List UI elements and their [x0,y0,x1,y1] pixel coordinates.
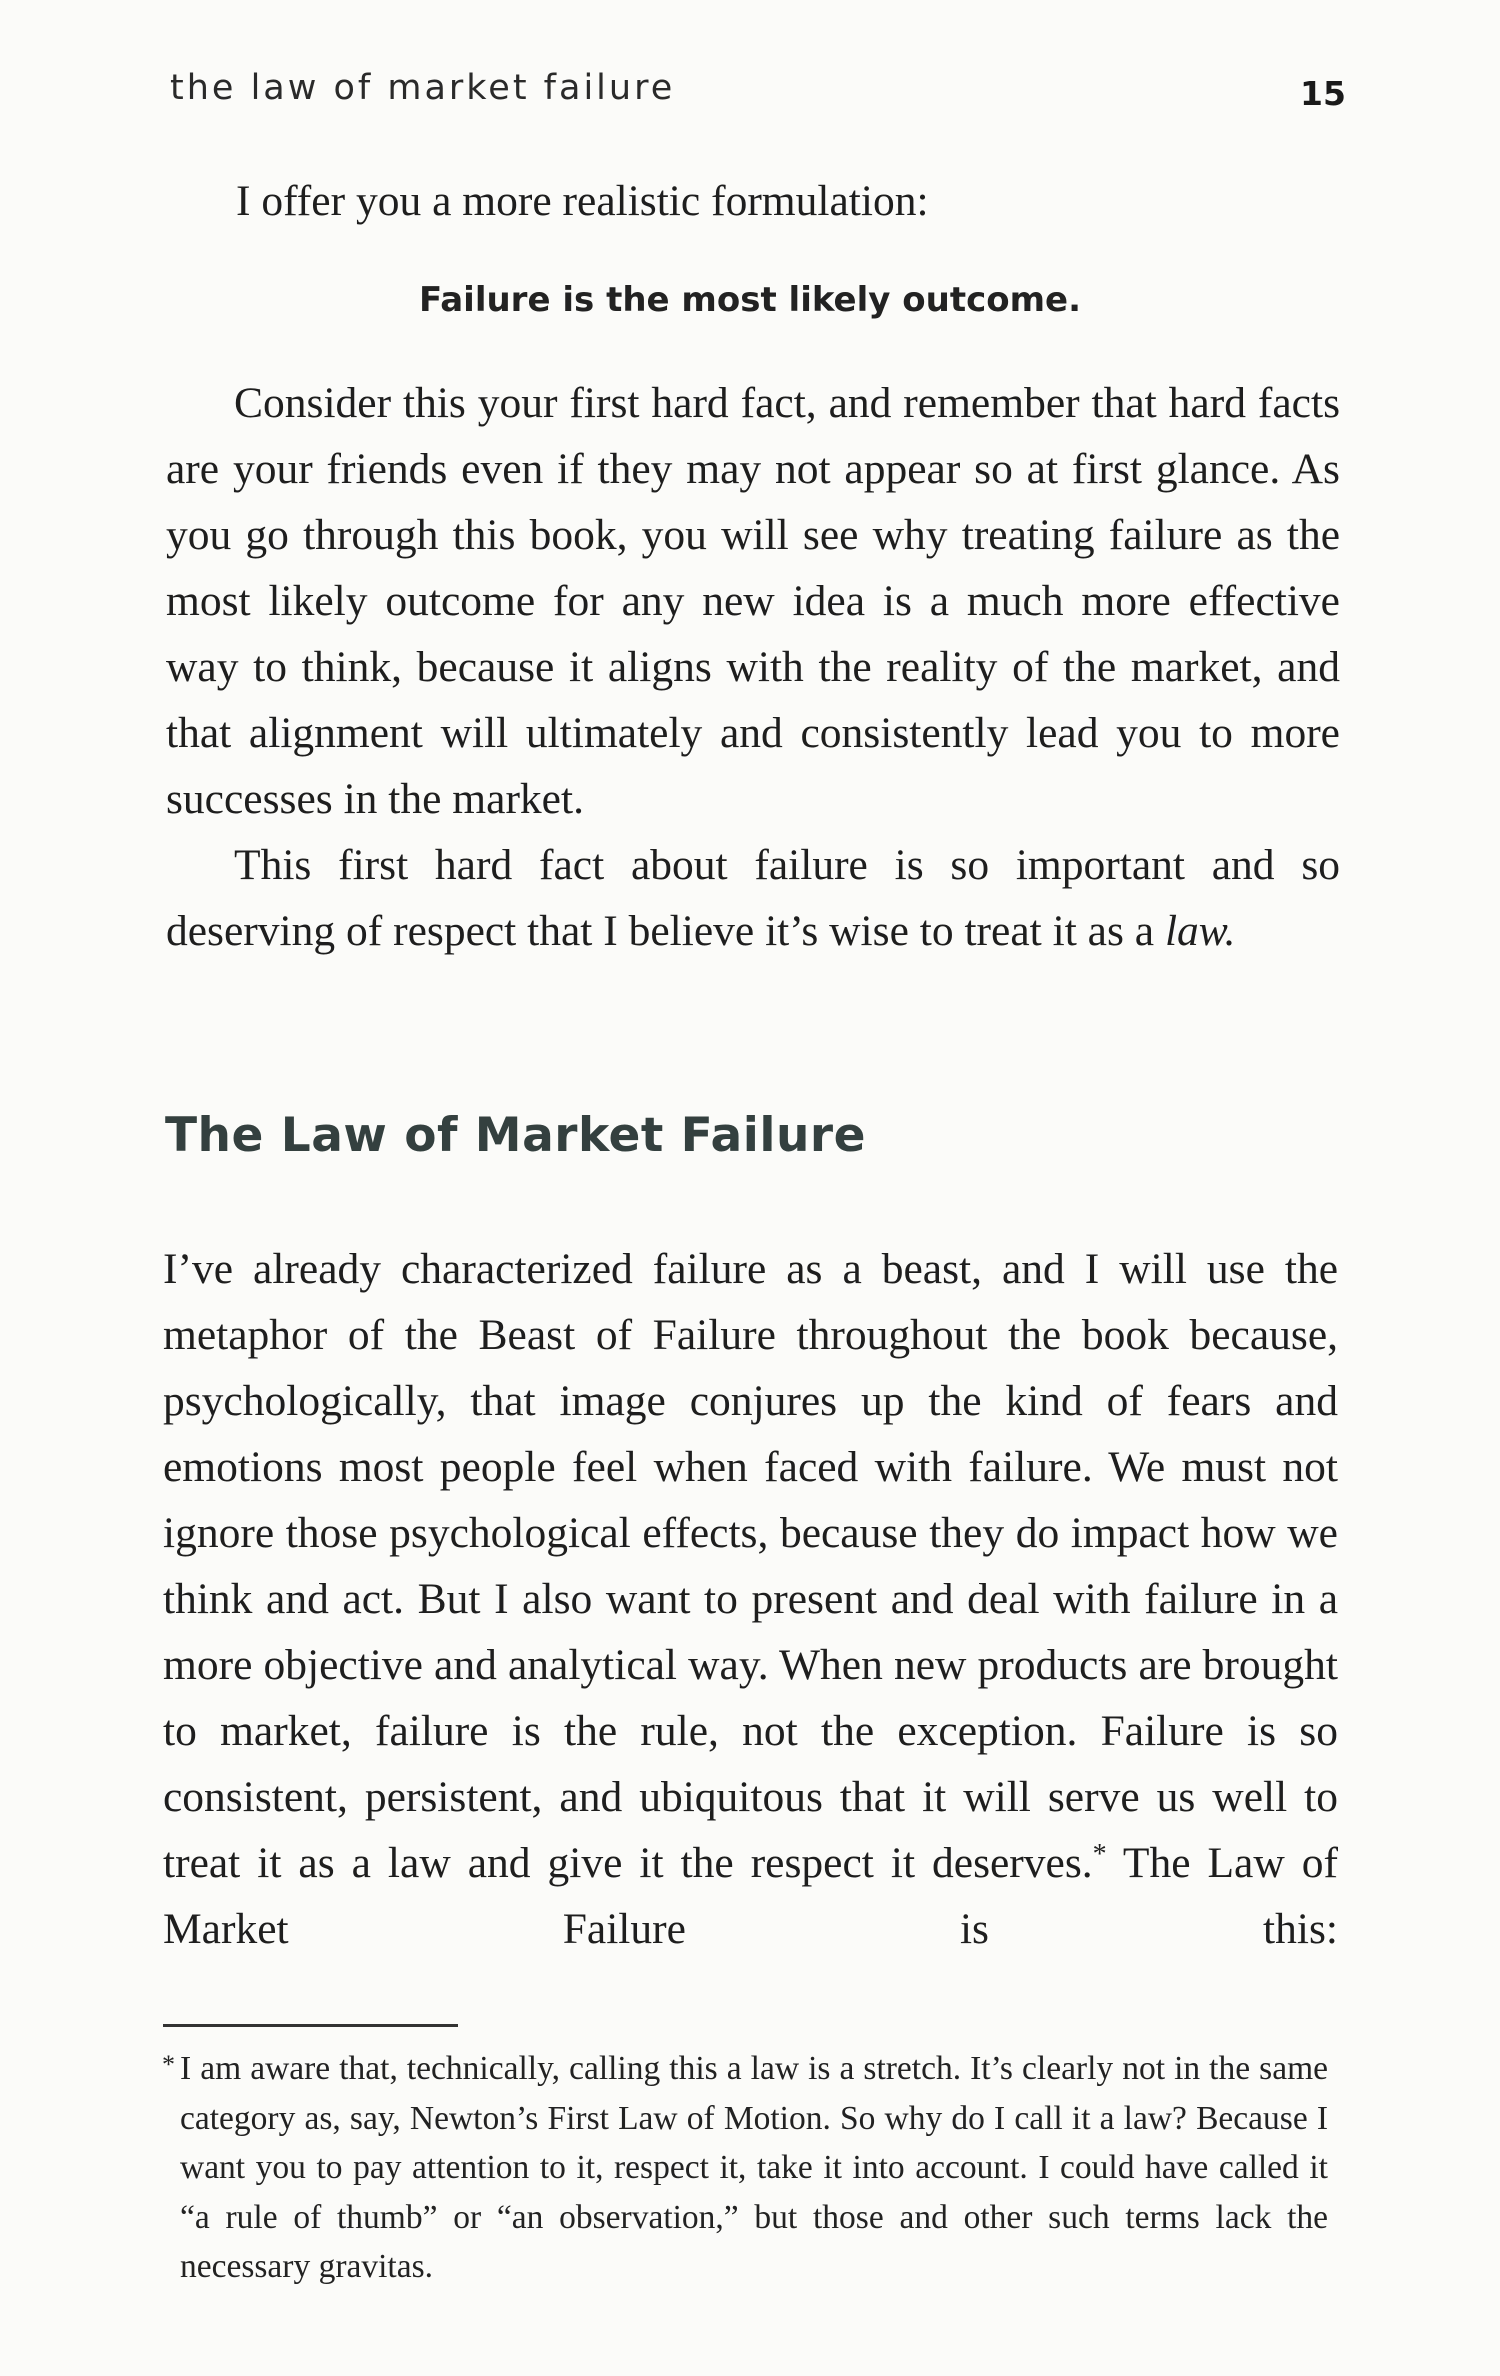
running-header-title: the law of market failure [170,68,676,108]
paragraph-beast-text: I’ve already characterized failure as a beast, and I will use the metaphor of the Beast of Failure throughout the book because, psychologically, that image conjures up the kind of fears and emotions most people feel when faced with failure. We must not ignore those psychological effects, because they do impact how we think and act. But I also want to present and deal with failure in a more objective and analytical way. When new products are brought to market, failure is the rule, not the exception. Failure is so consistent, persistent, and ubiquitous that it will serve us well to treat it as a law and give it the respect it deserves. [163,1245,1338,1887]
footnote-reference-marker[interactable]: * [1092,1839,1107,1870]
paragraph-beast-of-failure [163,1236,1338,1962]
paragraph-beast-tail: The Law of Market Failure is this: [163,1839,1339,1953]
footnote-marker: * [162,2050,175,2079]
emphasis-statement: Failure is the most likely outcome. [418,280,1081,320]
paragraph-treat-as-law-text: This first hard fact about failure is so important and so deserving of respect that I believe it’s wise to treat it as a [166,841,1340,955]
intro-line: I offer you a more realistic formulation: [236,177,929,225]
italic-word-law: law. [1164,907,1236,955]
section-heading: The Law of Market Failure [165,1108,866,1163]
footnote-divider [163,2024,458,2027]
footnote-text: I am aware that, technically, calling this a law is a stretch. It’s clearly not in the same category as, say, Newton’s First Law of Motion. So why do I call it a law? Because I want you to pay attention to it, respect it, take it into account. I could have called it “a rule of thumb” or “an observation,” but those and other such terms lack the necessary gravitas. [180,2050,1328,2285]
page-number: 15 [1300,74,1346,113]
footnote [162,2044,1328,2292]
paragraph-treat-as-law [166,832,1340,964]
paragraph-hard-fact: Consider this your first hard fact, and remember that hard facts are your friends even if they may not appear so at first glance. As you go through this book, you will see why treating failure as the most likely outcome for any new idea is a much more effective way to think, because it aligns with the reality of the market, and that alignment will ultimately and consistently lead you to more successes in the market. [166,379,1340,823]
